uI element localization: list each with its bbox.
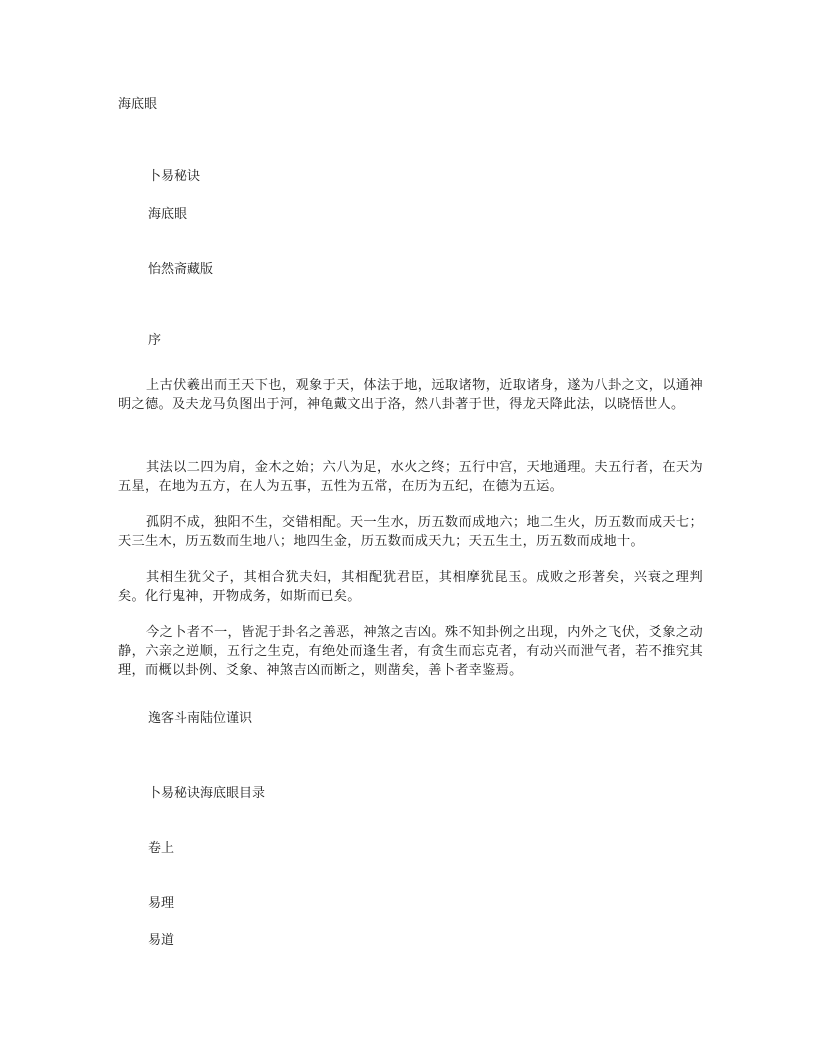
preface-paragraph: 孤阴不成，独阳不生，交错相配。天一生水，历五数而成地六；地二生火，历五数而成天七；天三生木，历五数而生地八；地四生金，历五数而成天九；天五生土，历五数而成地十。 — [118, 515, 703, 549]
book-subtitle: 海底眼 — [148, 207, 188, 222]
toc-heading: 卜易秘诀海底眼目录 — [148, 786, 266, 801]
preface-paragraph: 其相生犹父子，其相合犹夫妇，其相配犹君臣，其相摩犹昆玉。成败之形著矣，兴衰之理判矣。化行鬼神，开物成务，如斯而已矣。 — [118, 570, 703, 604]
book-title: 卜易秘诀 — [148, 169, 201, 184]
toc-item: 易道 — [148, 933, 175, 948]
preface-heading: 序 — [148, 333, 162, 348]
toc-item: 易理 — [148, 896, 175, 911]
edition-label: 怡然斋藏版 — [148, 262, 214, 277]
running-header-title: 海底眼 — [118, 97, 158, 112]
preface-paragraph: 今之卜者不一，皆泥于卦名之善恶，神煞之吉凶。殊不知卦例之出现，内外之飞伏，爻象之动静，六亲之逆顺，五行之生克，有绝处而逢生者，有贪生而忘克者，有动兴而泄气者，若不推究其理，而概以卦例、爻象、神煞吉凶而断之，则凿矣，善卜者幸鉴焉。 — [118, 625, 703, 678]
preface-paragraph: 其法以二四为肩，金木之始；六八为足，水火之终；五行中宫，天地通理。夫五行者，在天为五星，在地为五方，在人为五事，五性为五常，在历为五纪，在德为五运。 — [118, 460, 703, 494]
preface-paragraph: 上古伏羲出而王天下也，观象于天，体法于地，远取诸物，近取诸身，遂为八卦之文，以通神明之德。及夫龙马负图出于河，神龟戴文出于洛，然八卦著于世，得龙天降此法，以晓悟世人。 — [118, 378, 703, 412]
toc-volume: 卷上 — [148, 841, 175, 856]
preface-signature: 逸客斗南陆位谨识 — [148, 711, 253, 726]
